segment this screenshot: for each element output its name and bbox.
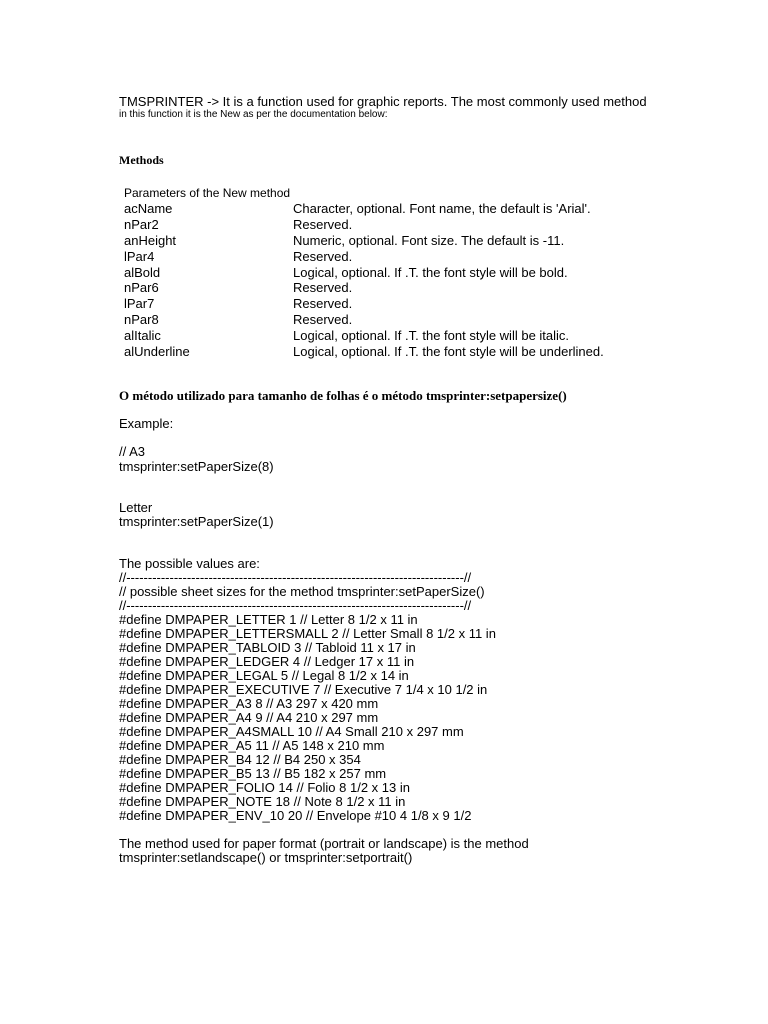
param-desc: Logical, optional. If .T. the font style will be italic. bbox=[293, 328, 570, 343]
orientation-line-2: tmsprinter:setlandscape() or tmsprinter:setportrait() bbox=[119, 850, 413, 865]
param-row bbox=[124, 233, 664, 249]
example-label: Example: bbox=[119, 416, 174, 431]
param-row bbox=[124, 280, 664, 296]
param-row bbox=[124, 265, 664, 281]
param-row bbox=[124, 201, 664, 217]
possible-values-label: The possible values are: bbox=[119, 556, 260, 571]
define-line: #define DMPAPER_LETTERSMALL 2 // Letter Small 8 1/2 x 11 in bbox=[119, 626, 496, 641]
define-line: #define DMPAPER_B4 12 // B4 250 x 354 bbox=[119, 752, 361, 767]
define-line: #define DMPAPER_A4SMALL 10 // A4 Small 210 x 297 mm bbox=[119, 724, 464, 739]
define-line: #define DMPAPER_B5 13 // B5 182 x 257 mm bbox=[119, 766, 387, 781]
intro-line-1: TMSPRINTER -> It is a function used for graphic reports. The most commonly used method bbox=[119, 94, 647, 109]
param-row bbox=[124, 249, 664, 265]
letter-label: Letter bbox=[119, 500, 153, 515]
param-desc: Character, optional. Font name, the default is 'Arial'. bbox=[293, 201, 591, 216]
intro-line-2: in this function it is the New as per the documentation below: bbox=[119, 109, 388, 120]
param-row bbox=[124, 312, 664, 328]
param-desc: Numeric, optional. Font size. The default is -11. bbox=[293, 233, 565, 248]
define-line: #define DMPAPER_A5 11 // A5 148 x 210 mm bbox=[119, 738, 385, 753]
param-desc: Reserved. bbox=[293, 296, 353, 311]
a3-comment: // A3 bbox=[119, 444, 146, 459]
define-line: #define DMPAPER_A4 9 // A4 210 x 297 mm bbox=[119, 710, 379, 725]
define-line: #define DMPAPER_A3 8 // A3 297 x 420 mm bbox=[119, 696, 379, 711]
param-desc: Logical, optional. If .T. the font style will be bold. bbox=[293, 265, 568, 280]
param-desc: Reserved. bbox=[293, 217, 353, 232]
separator-line: //------------------------------------------------------------------------------// bbox=[119, 570, 472, 585]
param-row bbox=[124, 296, 664, 312]
param-name: alBold bbox=[124, 265, 161, 280]
define-line: #define DMPAPER_FOLIO 14 // Folio 8 1/2 x 13 in bbox=[119, 780, 410, 795]
define-line: #define DMPAPER_LETTER 1 // Letter 8 1/2 x 11 in bbox=[119, 612, 418, 627]
param-name: lPar4 bbox=[124, 249, 155, 264]
param-name: alUnderline bbox=[124, 344, 190, 359]
param-name: acName bbox=[124, 201, 173, 216]
param-desc: Logical, optional. If .T. the font style will be underlined. bbox=[293, 344, 604, 359]
params-title: Parameters of the New method bbox=[124, 186, 291, 200]
papersize-heading: O método utilizado para tamanho de folhas é o método tmsprinter:setpapersize() bbox=[119, 388, 567, 403]
separator-line: //------------------------------------------------------------------------------// bbox=[119, 598, 472, 613]
param-name: alItalic bbox=[124, 328, 161, 343]
define-line: #define DMPAPER_NOTE 18 // Note 8 1/2 x 11 in bbox=[119, 794, 406, 809]
param-row bbox=[124, 328, 664, 344]
param-row bbox=[124, 344, 664, 360]
define-line: #define DMPAPER_LEGAL 5 // Legal 8 1/2 x 14 in bbox=[119, 668, 409, 683]
param-desc: Reserved. bbox=[293, 280, 353, 295]
param-name: nPar2 bbox=[124, 217, 159, 232]
define-line: #define DMPAPER_ENV_10 20 // Envelope #10 4 1/8 x 9 1/2 bbox=[119, 808, 472, 823]
methods-heading: Methods bbox=[119, 153, 164, 167]
sizes-comment: // possible sheet sizes for the method tmsprinter:setPaperSize() bbox=[119, 584, 485, 599]
param-name: lPar7 bbox=[124, 296, 155, 311]
a3-code: tmsprinter:setPaperSize(8) bbox=[119, 459, 274, 474]
param-name: anHeight bbox=[124, 233, 177, 248]
param-row bbox=[124, 217, 664, 233]
define-line: #define DMPAPER_LEDGER 4 // Ledger 17 x 11 in bbox=[119, 654, 415, 669]
param-desc: Reserved. bbox=[293, 312, 353, 327]
letter-code: tmsprinter:setPaperSize(1) bbox=[119, 514, 274, 529]
define-line: #define DMPAPER_TABLOID 3 // Tabloid 11 x 17 in bbox=[119, 640, 416, 655]
define-line: #define DMPAPER_EXECUTIVE 7 // Executive 7 1/4 x 10 1/2 in bbox=[119, 682, 488, 697]
param-name: nPar6 bbox=[124, 280, 159, 295]
orientation-line-1: The method used for paper format (portrait or landscape) is the method bbox=[119, 836, 529, 851]
param-desc: Reserved. bbox=[293, 249, 353, 264]
param-name: nPar8 bbox=[124, 312, 159, 327]
